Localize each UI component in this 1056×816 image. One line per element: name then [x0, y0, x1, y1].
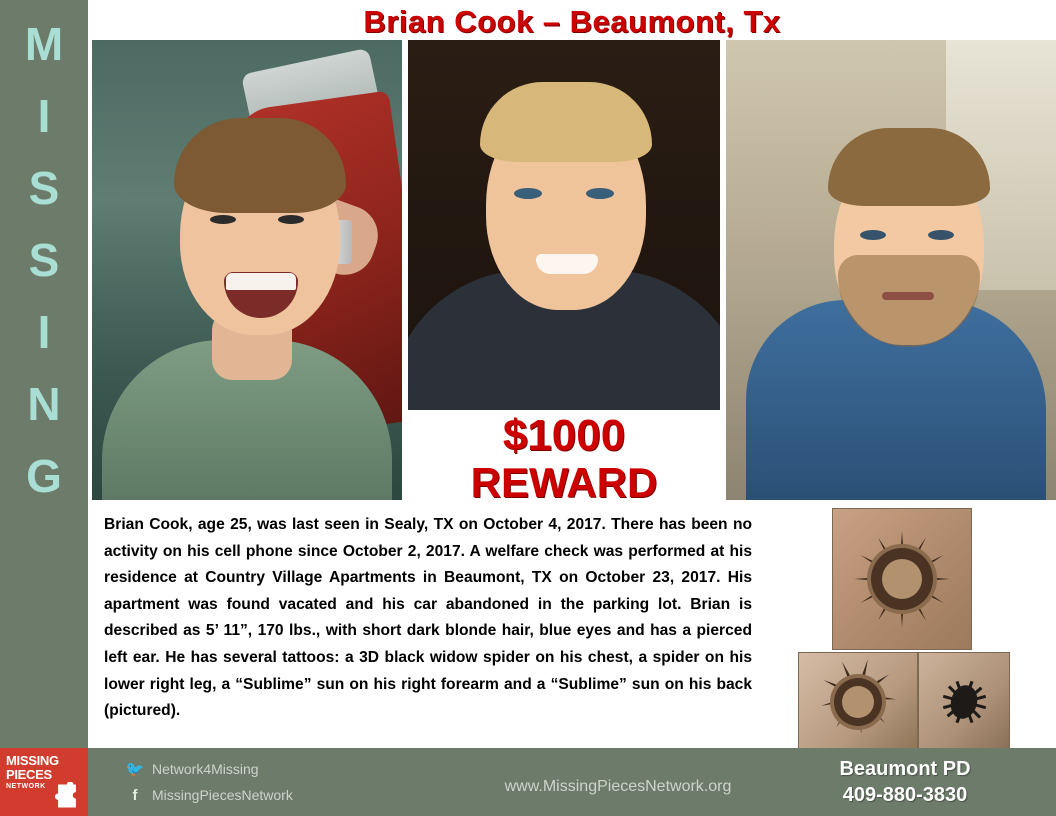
photo-blue-shirt	[726, 40, 1056, 500]
photo-dark-portrait	[408, 40, 720, 410]
tattoo-spider-leg	[918, 652, 1010, 752]
logo-line-2: PIECES	[6, 767, 52, 782]
puzzle-piece-icon	[54, 782, 80, 810]
social-links	[124, 756, 293, 808]
contact-agency	[770, 756, 1040, 808]
missing-letter: M	[24, 18, 64, 70]
page-title: Brian Cook – Beaumont, Tx	[363, 4, 781, 39]
website-url[interactable]: www.MissingPiecesNetwork.org	[504, 778, 732, 795]
reward-notice	[408, 412, 720, 505]
facebook-handle: MissingPiecesNetwork	[152, 787, 293, 803]
missing-letter: I	[37, 90, 51, 142]
facebook-icon: f	[132, 786, 138, 804]
twitter-handle: Network4Missing	[152, 761, 259, 777]
facebook-link[interactable]	[124, 782, 293, 808]
missing-letter: G	[26, 450, 62, 502]
organization-logo	[0, 748, 88, 816]
twitter-icon: 🐦	[125, 761, 145, 778]
tattoo-sublime-sun-back	[832, 508, 972, 650]
photo-lake-selfie	[92, 40, 402, 500]
reward-amount: $1000	[502, 411, 626, 460]
agency-name: Beaumont PD	[839, 758, 971, 780]
missing-letter: S	[28, 234, 60, 286]
tattoo-sublime-sun-forearm	[798, 652, 918, 752]
logo-line-1: MISSING	[6, 753, 59, 768]
missing-letter: I	[37, 306, 51, 358]
twitter-link[interactable]	[124, 756, 293, 782]
poster-footer	[88, 748, 1056, 816]
reward-word: REWARD	[470, 458, 658, 506]
missing-vertical-banner	[0, 0, 88, 748]
agency-phone[interactable]: 409-880-3830	[842, 784, 968, 806]
case-description: Brian Cook, age 25, was last seen in Sealy, TX on October 4, 2017. There has been no activity on his cell phone since October 2, 2017. A welfare check was performed at his residence at Country Village Apartments in Beaumont, TX on October 23, 2017. His apartment was found vacated and his car abandoned in the parking lot. Brian is described as 5’ 11”, 170 lbs., with short dark blonde hair, blue eyes and has a pierced left ear. He has several tattoos: a 3D black widow spider on his chest, a spider on his lower right leg, a “Sublime” sun on his right forearm and a “Sublime” sun on his back (pictured).	[104, 516, 752, 720]
logo-line-3: NETWORK	[6, 783, 46, 790]
missing-letter: S	[28, 162, 60, 214]
missing-letter: N	[27, 378, 61, 430]
